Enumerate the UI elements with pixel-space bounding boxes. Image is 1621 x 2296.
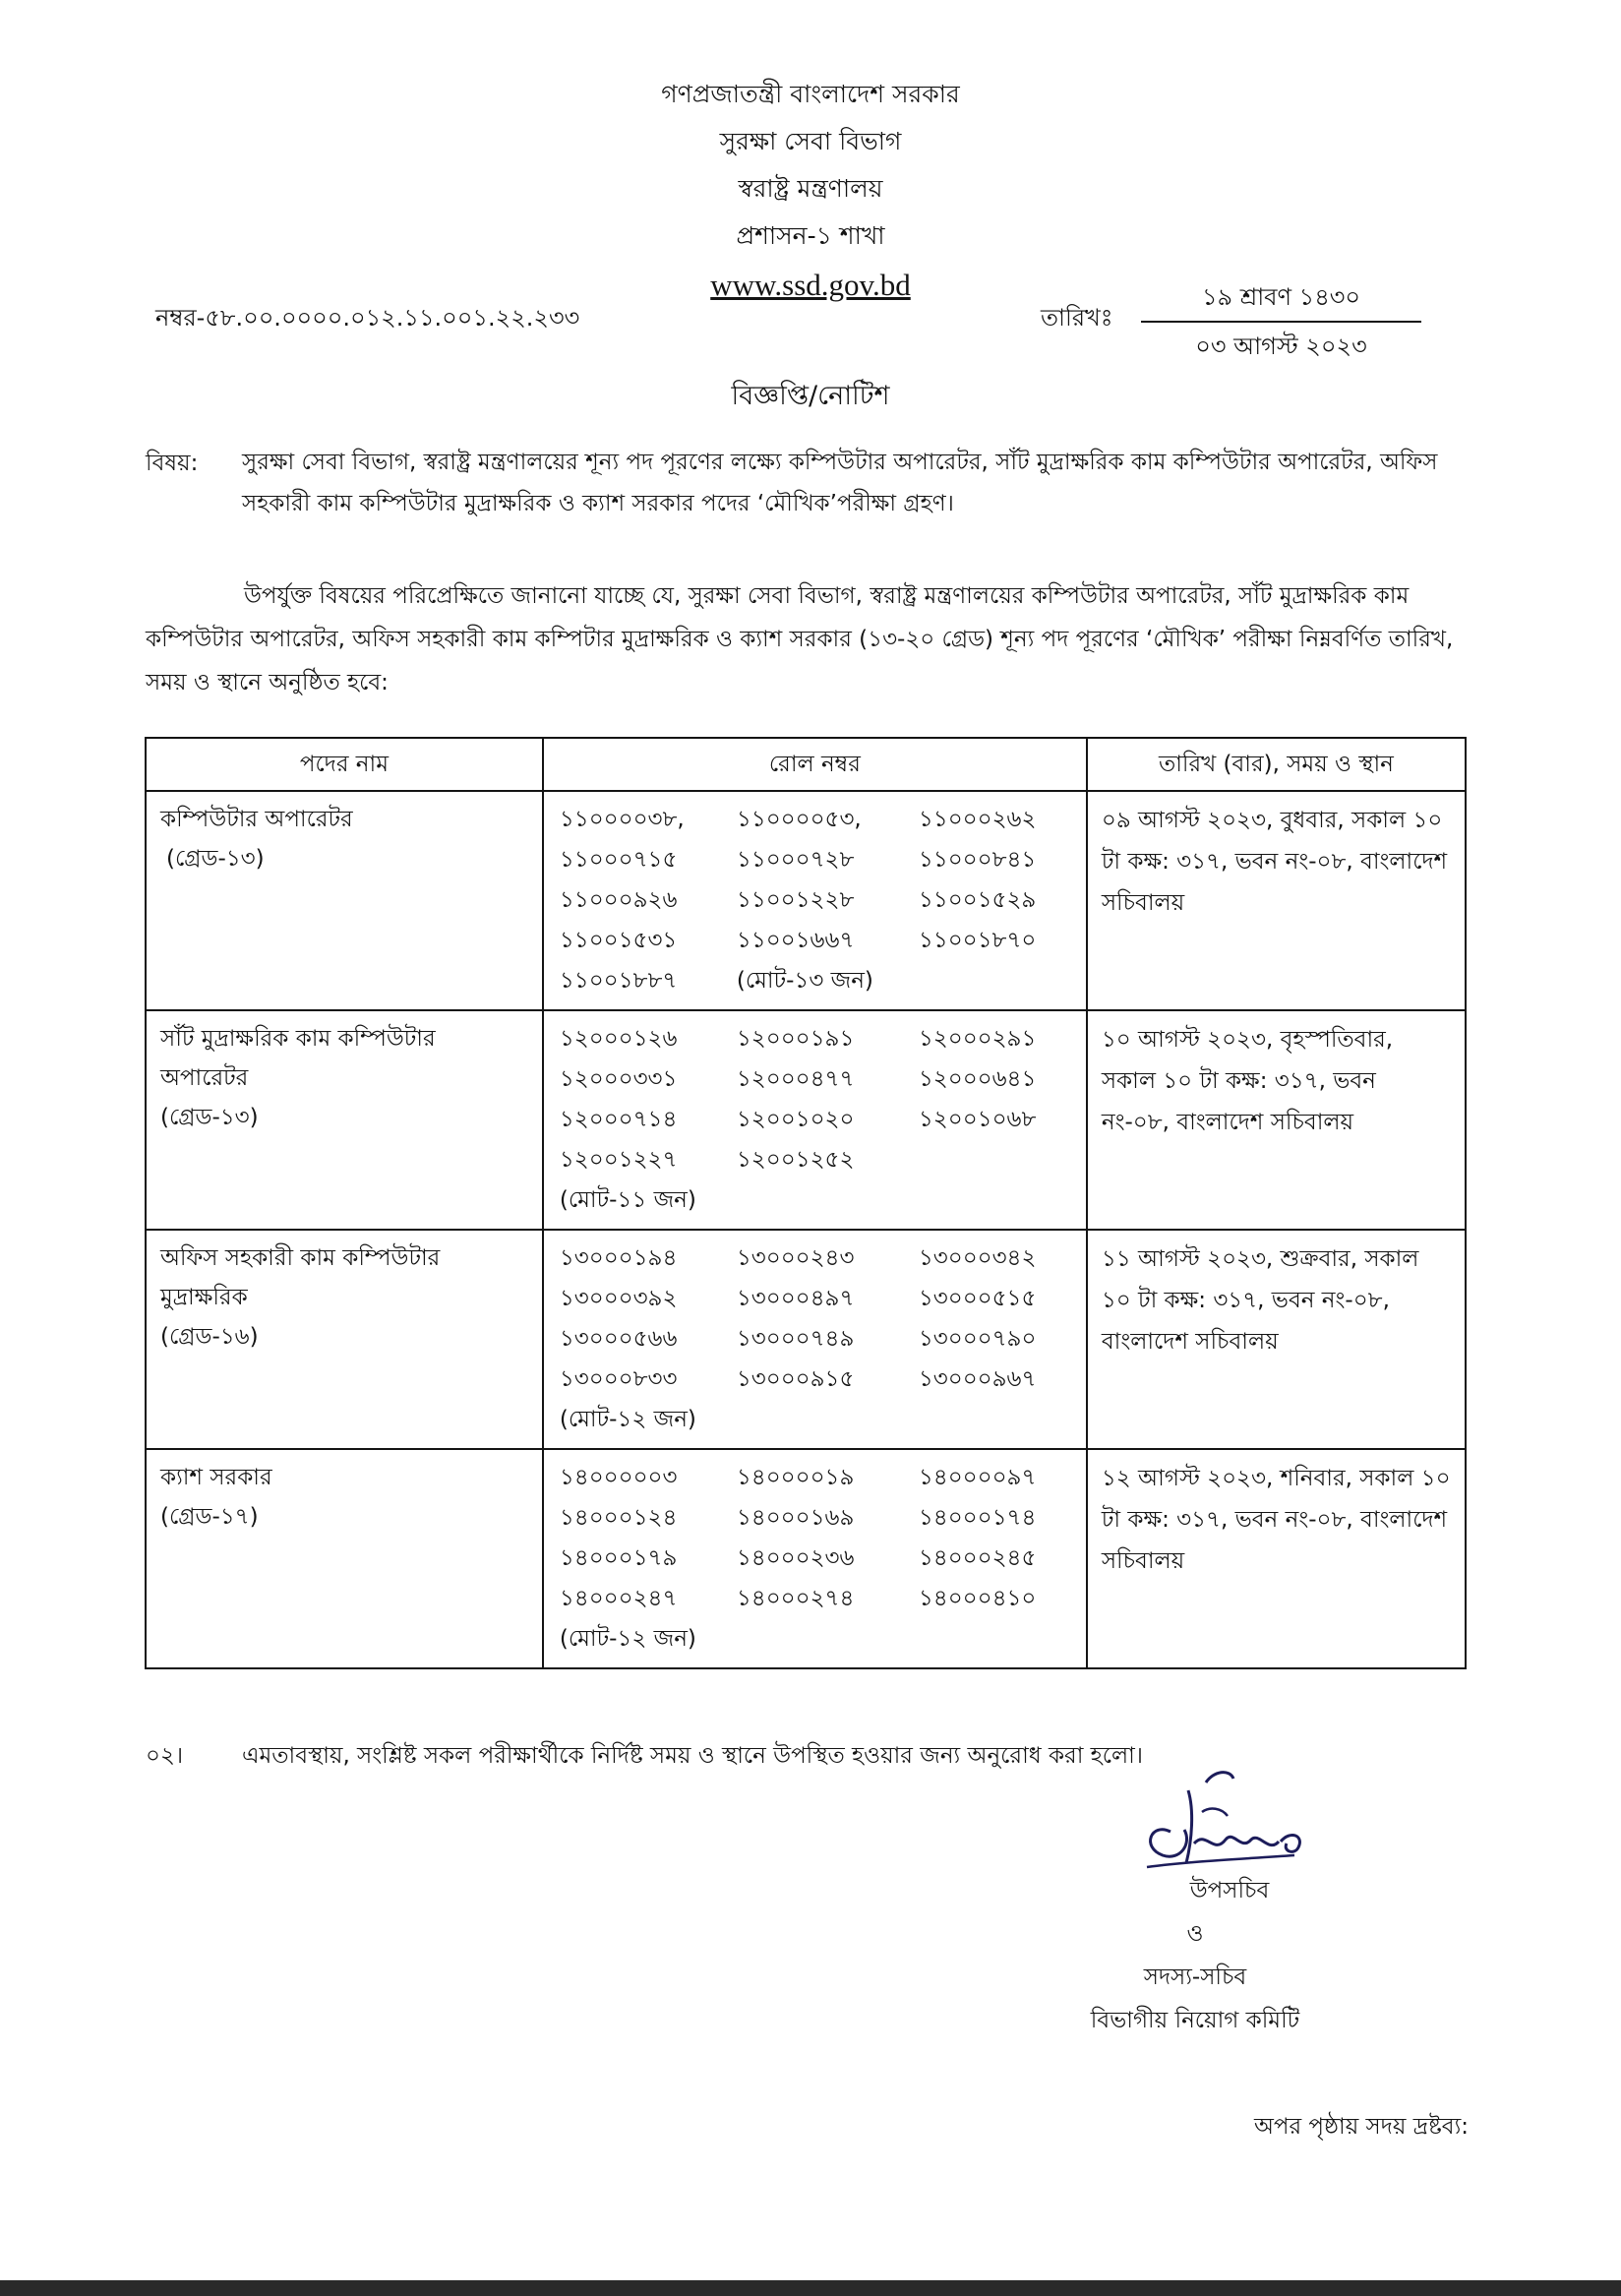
post-name: সাঁট মুদ্রাক্ষরিক কাম কম্পিউটার অপারেটর xyxy=(160,1026,436,1091)
roll-number: ১১০০১৬৬৭ xyxy=(736,928,855,953)
post-name: অফিস সহকারী কাম কম্পিউটার মুদ্রাক্ষরিক xyxy=(160,1245,441,1310)
roll-number: ১২০০০৬৪১ xyxy=(918,1066,1037,1092)
post-name: ক্যাশ সরকার xyxy=(160,1465,272,1490)
roll-number: ১৪০০০২৭৪ xyxy=(736,1586,855,1611)
roll-number: ১৩০০০৩৯২ xyxy=(559,1286,678,1311)
roll-number: ১১০০০৮৪১ xyxy=(918,847,1037,873)
roll-list xyxy=(560,800,1076,1001)
post-grade: (গ্রেড-১৩) xyxy=(166,846,265,872)
roll-number: ১৩০০০৮৩৩ xyxy=(559,1366,678,1392)
signatory-role: সদস্য-সচিব xyxy=(1143,1964,1247,1990)
roll-number: ১২০০০৪৭৭ xyxy=(736,1066,855,1092)
roll-number: ১৩০০০৯১৫ xyxy=(736,1366,855,1392)
body-paragraph: উপর্যুক্ত বিষয়ের পরিপ্রেক্ষিতে জানানো যাচ্ছে যে, সুরক্ষা সেবা বিভাগ, স্বরাষ্ট্র মন্ত্রণালয়ের কম্পিউটার অপারেটর, সাঁট মুদ্রাক্ষরিক কাম কম্পিউটার অপারেটর, অফিস সহকারী কাম কম্পিটার মুদ্রাক্ষরিক ও ক্যাশ সরকার (১৩-২০ গ্রেড) শূন্য পদ পূরণের ‘মৌখিক’ পরীক্ষা নিম্নবর্ণিত তারিখ, সময় ও স্থানে অনুষ্ঠিত হবে: xyxy=(146,583,1454,695)
roll-number: ১১০০০৭১৫ xyxy=(559,847,678,873)
page-turn-note: অপর পৃষ্ঠায় সদয় দ্রষ্টব্য: xyxy=(1253,2114,1469,2140)
roll-total: (মোট-১৩ জন) xyxy=(736,968,873,994)
roll-number: ১৩০০০৭৯০ xyxy=(918,1326,1037,1352)
roll-number: ১১০০১৮৭০ xyxy=(918,928,1037,953)
roll-number: ১১০০০২৬২ xyxy=(918,807,1037,832)
table-row xyxy=(146,1230,1466,1449)
website-link[interactable]: www.ssd.gov.bd xyxy=(710,268,911,302)
roll-cell xyxy=(543,1010,1087,1230)
schedule-cell: ১২ আগস্ট ২০২৩, শনিবার, সকাল ১০ টা কক্ষ: ৩১৭, ভবন নং-০৮, বাংলাদেশ সচিবালয় xyxy=(1087,1449,1466,1668)
date-bangla: ১৯ শ্রাবণ ১৪৩০ xyxy=(1141,275,1421,323)
roll-number: ১৪০০০১৬৯ xyxy=(736,1505,855,1531)
government-name: গণপ্রজাতন্ত্রী বাংলাদেশ সরকার xyxy=(661,80,960,108)
subject-label: বিষয়: xyxy=(146,451,199,476)
roll-number: ১১০০০০৩৮, xyxy=(559,807,685,832)
roll-number: ১১০০১৫৩১ xyxy=(559,928,678,953)
roll-cell xyxy=(543,791,1087,1010)
branch-name: প্রশাসন-১ শাখা xyxy=(736,221,885,250)
roll-number: ১৪০০০২৪৫ xyxy=(918,1545,1037,1571)
roll-cell xyxy=(543,1449,1087,1668)
schedule-cell: ০৯ আগস্ট ২০২৩, বুধবার, সকাল ১০ টা কক্ষ: ৩১৭, ভবন নং-০৮, বাংলাদেশ সচিবালয় xyxy=(1087,791,1466,1010)
header-roll: রোল নম্বর xyxy=(543,738,1087,791)
division-name: সুরক্ষা সেবা বিভাগ xyxy=(719,127,902,155)
roll-number: ১১০০১৮৮৭ xyxy=(559,968,678,994)
roll-number: ১৪০০০১২৪ xyxy=(559,1505,678,1531)
roll-list xyxy=(560,1458,1076,1660)
signatory-committee: বিভাগীয় নিয়োগ কমিটি xyxy=(1090,2008,1300,2033)
roll-number: ১৪০০০২৩৬ xyxy=(736,1545,855,1571)
roll-number: ১১০০১২২৮ xyxy=(736,887,855,913)
date-block xyxy=(1141,275,1421,368)
schedule-cell: ১০ আগস্ট ২০২৩, বৃহস্পতিবার, সকাল ১০ টা কক্ষ: ৩১৭, ভবন নং-০৮, বাংলাদেশ সচিবালয় xyxy=(1087,1010,1466,1230)
roll-number: ১৪০০০৪১০ xyxy=(918,1586,1037,1611)
table-header-row xyxy=(146,738,1466,791)
roll-number: ১১০০০৭২৮ xyxy=(736,847,855,873)
roll-number: ১২০০১২৫২ xyxy=(736,1147,855,1173)
header-post: পদের নাম xyxy=(146,738,543,791)
signatory-block xyxy=(984,1869,1407,2042)
roll-number: ১৩০০০১৯৪ xyxy=(559,1245,678,1271)
date-label: তারিখঃ xyxy=(1041,304,1113,332)
roll-number: ১১০০০৯২৬ xyxy=(559,887,678,913)
roll-number: ১২০০০৩৩১ xyxy=(559,1066,678,1092)
exam-schedule-table xyxy=(145,737,1467,1669)
roll-number: ১২০০০৭১৪ xyxy=(559,1107,678,1132)
roll-number: ১৪০০০২৪৭ xyxy=(559,1586,678,1611)
post-cell xyxy=(146,1449,543,1668)
roll-cell xyxy=(543,1230,1087,1449)
roll-number: ১২০০১০২০ xyxy=(736,1107,855,1132)
table-row xyxy=(146,1010,1466,1230)
roll-number: ১৪০০০০০৩ xyxy=(559,1465,678,1490)
signatory-title: উপসচিব xyxy=(1189,1878,1270,1903)
roll-number: ১৪০০০০১৯ xyxy=(736,1465,855,1490)
post-name: কম্পিউটার অপারেটর xyxy=(160,807,353,832)
scan-edge xyxy=(0,2280,1621,2296)
roll-list xyxy=(560,1019,1076,1221)
post-cell xyxy=(146,1010,543,1230)
table-row xyxy=(146,1449,1466,1668)
subject-text: সুরক্ষা সেবা বিভাগ, স্বরাষ্ট্র মন্ত্রণালয়ের শূন্য পদ পূরণের লক্ষ্যে কম্পিউটার অপারেটর, সাঁট মুদ্রাক্ষরিক কাম কম্পিউটার অপারেটর, অফিস সহকারী কাম কম্পিউটার মুদ্রাক্ষরিক ও ক্যাশ সরকার পদের ‘মৌখিক’পরীক্ষা গ্রহণ। xyxy=(242,450,1438,516)
roll-number: ১৩০০০৩৪২ xyxy=(918,1245,1037,1271)
notice-title: বিজ্ঞপ্তি/নোটিশ xyxy=(731,381,890,411)
post-grade: (গ্রেড-১৩) xyxy=(160,1105,259,1130)
closing-text: এমতাবস্থায়, সংশ্লিষ্ট সকল পরীক্ষার্থীকে নির্দিষ্ট সময় ও স্থানে উপস্থিত হওয়ার জন্য অনুরোধ করা হলো। xyxy=(242,1743,1144,1769)
roll-number: ১৪০০০১৭৪ xyxy=(918,1505,1037,1531)
roll-number: ১৩০০০৫১৫ xyxy=(918,1286,1037,1311)
header-schedule: তারিখ (বার), সময় ও স্থান xyxy=(1087,738,1466,791)
roll-number: ১৩০০০২৪৩ xyxy=(736,1245,855,1271)
roll-number: ১২০০০১৯১ xyxy=(736,1026,855,1052)
date-english: ০৩ আগস্ট ২০২৩ xyxy=(1195,332,1367,360)
roll-number: ১২০০০১২৬ xyxy=(559,1026,678,1052)
roll-number: ১৩০০০৯৬৭ xyxy=(918,1366,1037,1392)
post-cell xyxy=(146,1230,543,1449)
signatory-conjunction: ও xyxy=(1186,1921,1204,1947)
roll-number: ১৩০০০৪৯৭ xyxy=(736,1286,855,1311)
roll-number: ১২০০১২২৭ xyxy=(559,1147,678,1173)
roll-list xyxy=(560,1239,1076,1440)
ministry-name: স্বরাষ্ট্র মন্ত্রণালয় xyxy=(738,174,883,203)
roll-number: ১৪০০০১৭৯ xyxy=(559,1545,678,1571)
paragraph-number: ০২। xyxy=(146,1743,184,1769)
roll-number: ১৩০০০৭৪৯ xyxy=(736,1326,855,1352)
post-grade: (গ্রেড-১৭) xyxy=(160,1504,259,1530)
roll-total: (মোট-১১ জন) xyxy=(559,1187,696,1213)
memo-number: নম্বর-৫৮.০০.০০০০.০১২.১১.০০১.২২.২৩৩ xyxy=(155,304,580,332)
roll-total: (মোট-১২ জন) xyxy=(559,1407,696,1432)
schedule-cell: ১১ আগস্ট ২০২৩, শুক্রবার, সকাল ১০ টা কক্ষ: ৩১৭, ভবন নং-০৮, বাংলাদেশ সচিবালয় xyxy=(1087,1230,1466,1449)
post-cell xyxy=(146,791,543,1010)
post-grade: (গ্রেড-১৬) xyxy=(160,1324,259,1350)
roll-number: ১১০০০০৫৩, xyxy=(736,807,862,832)
table-row xyxy=(146,791,1466,1010)
roll-number: ১২০০০২৯১ xyxy=(918,1026,1037,1052)
roll-number: ১২০০১০৬৮ xyxy=(918,1107,1037,1132)
roll-number: ১৪০০০০৯৭ xyxy=(918,1465,1037,1490)
roll-number: ১৩০০০৫৬৬ xyxy=(559,1326,678,1352)
roll-total: (মোট-১২ জন) xyxy=(559,1626,696,1652)
roll-number: ১১০০১৫২৯ xyxy=(918,887,1037,913)
